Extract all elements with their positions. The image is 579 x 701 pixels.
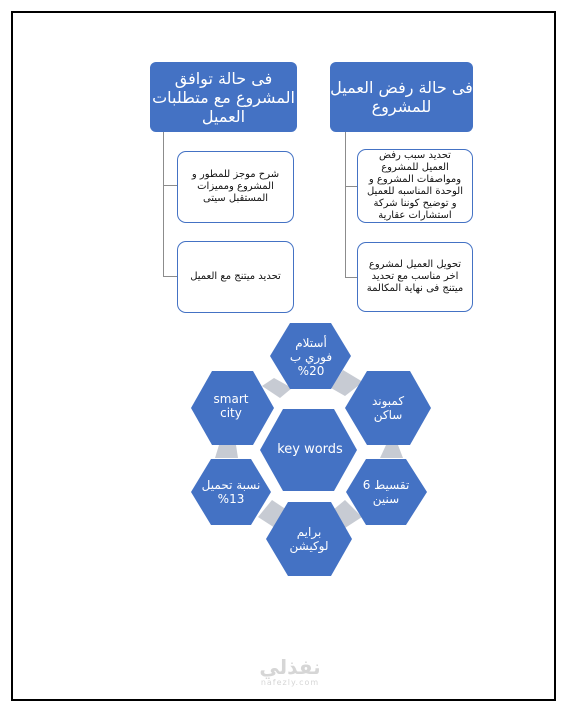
- watermark-url: nafezly.com: [260, 678, 320, 687]
- hexagon-bottom-right-label: تقسيط 6 سنين: [362, 478, 410, 506]
- hexagon-bottom-label: برايم لوكيشن: [289, 525, 329, 553]
- hexagon-center-label: key words: [277, 442, 343, 457]
- hexagon-bottom-left-label: نسبة تحميل 13%: [201, 478, 261, 506]
- hex-connector: [380, 445, 403, 458]
- right-branch-item: تحديد سبب رفض العميل للمشروع ومواصفات المشروع و الوحدة المناسبه للعميل و توضيح كوننا شركة استشارات عقارية: [357, 149, 473, 223]
- hexagon-top-left-label: smart city: [213, 392, 249, 420]
- right-branch-header: فى حالة رفض العميل للمشروع: [330, 62, 473, 132]
- left-branch-item: شرح موجز للمطور و المشروع ومميزات المستقبل سيتى: [177, 151, 294, 223]
- watermark-logo: [250, 656, 330, 687]
- left-branch-item: تحديد ميتنج مع العميل: [177, 241, 294, 313]
- hex-connector: [215, 445, 238, 458]
- hexagon-top-right-label: كمبوند ساكن: [371, 394, 405, 422]
- hexagon-top-label: أستلام فوري ب 20%: [289, 336, 333, 378]
- watermark-main: نفذلي: [259, 655, 321, 679]
- left-branch-header: فى حالة توافق المشروع مع متطلبات العميل: [150, 62, 297, 132]
- right-branch-item: تحويل العميل لمشروع اخر مناسب مع تحديد ميتنج فى نهاية المكالمة: [357, 242, 473, 312]
